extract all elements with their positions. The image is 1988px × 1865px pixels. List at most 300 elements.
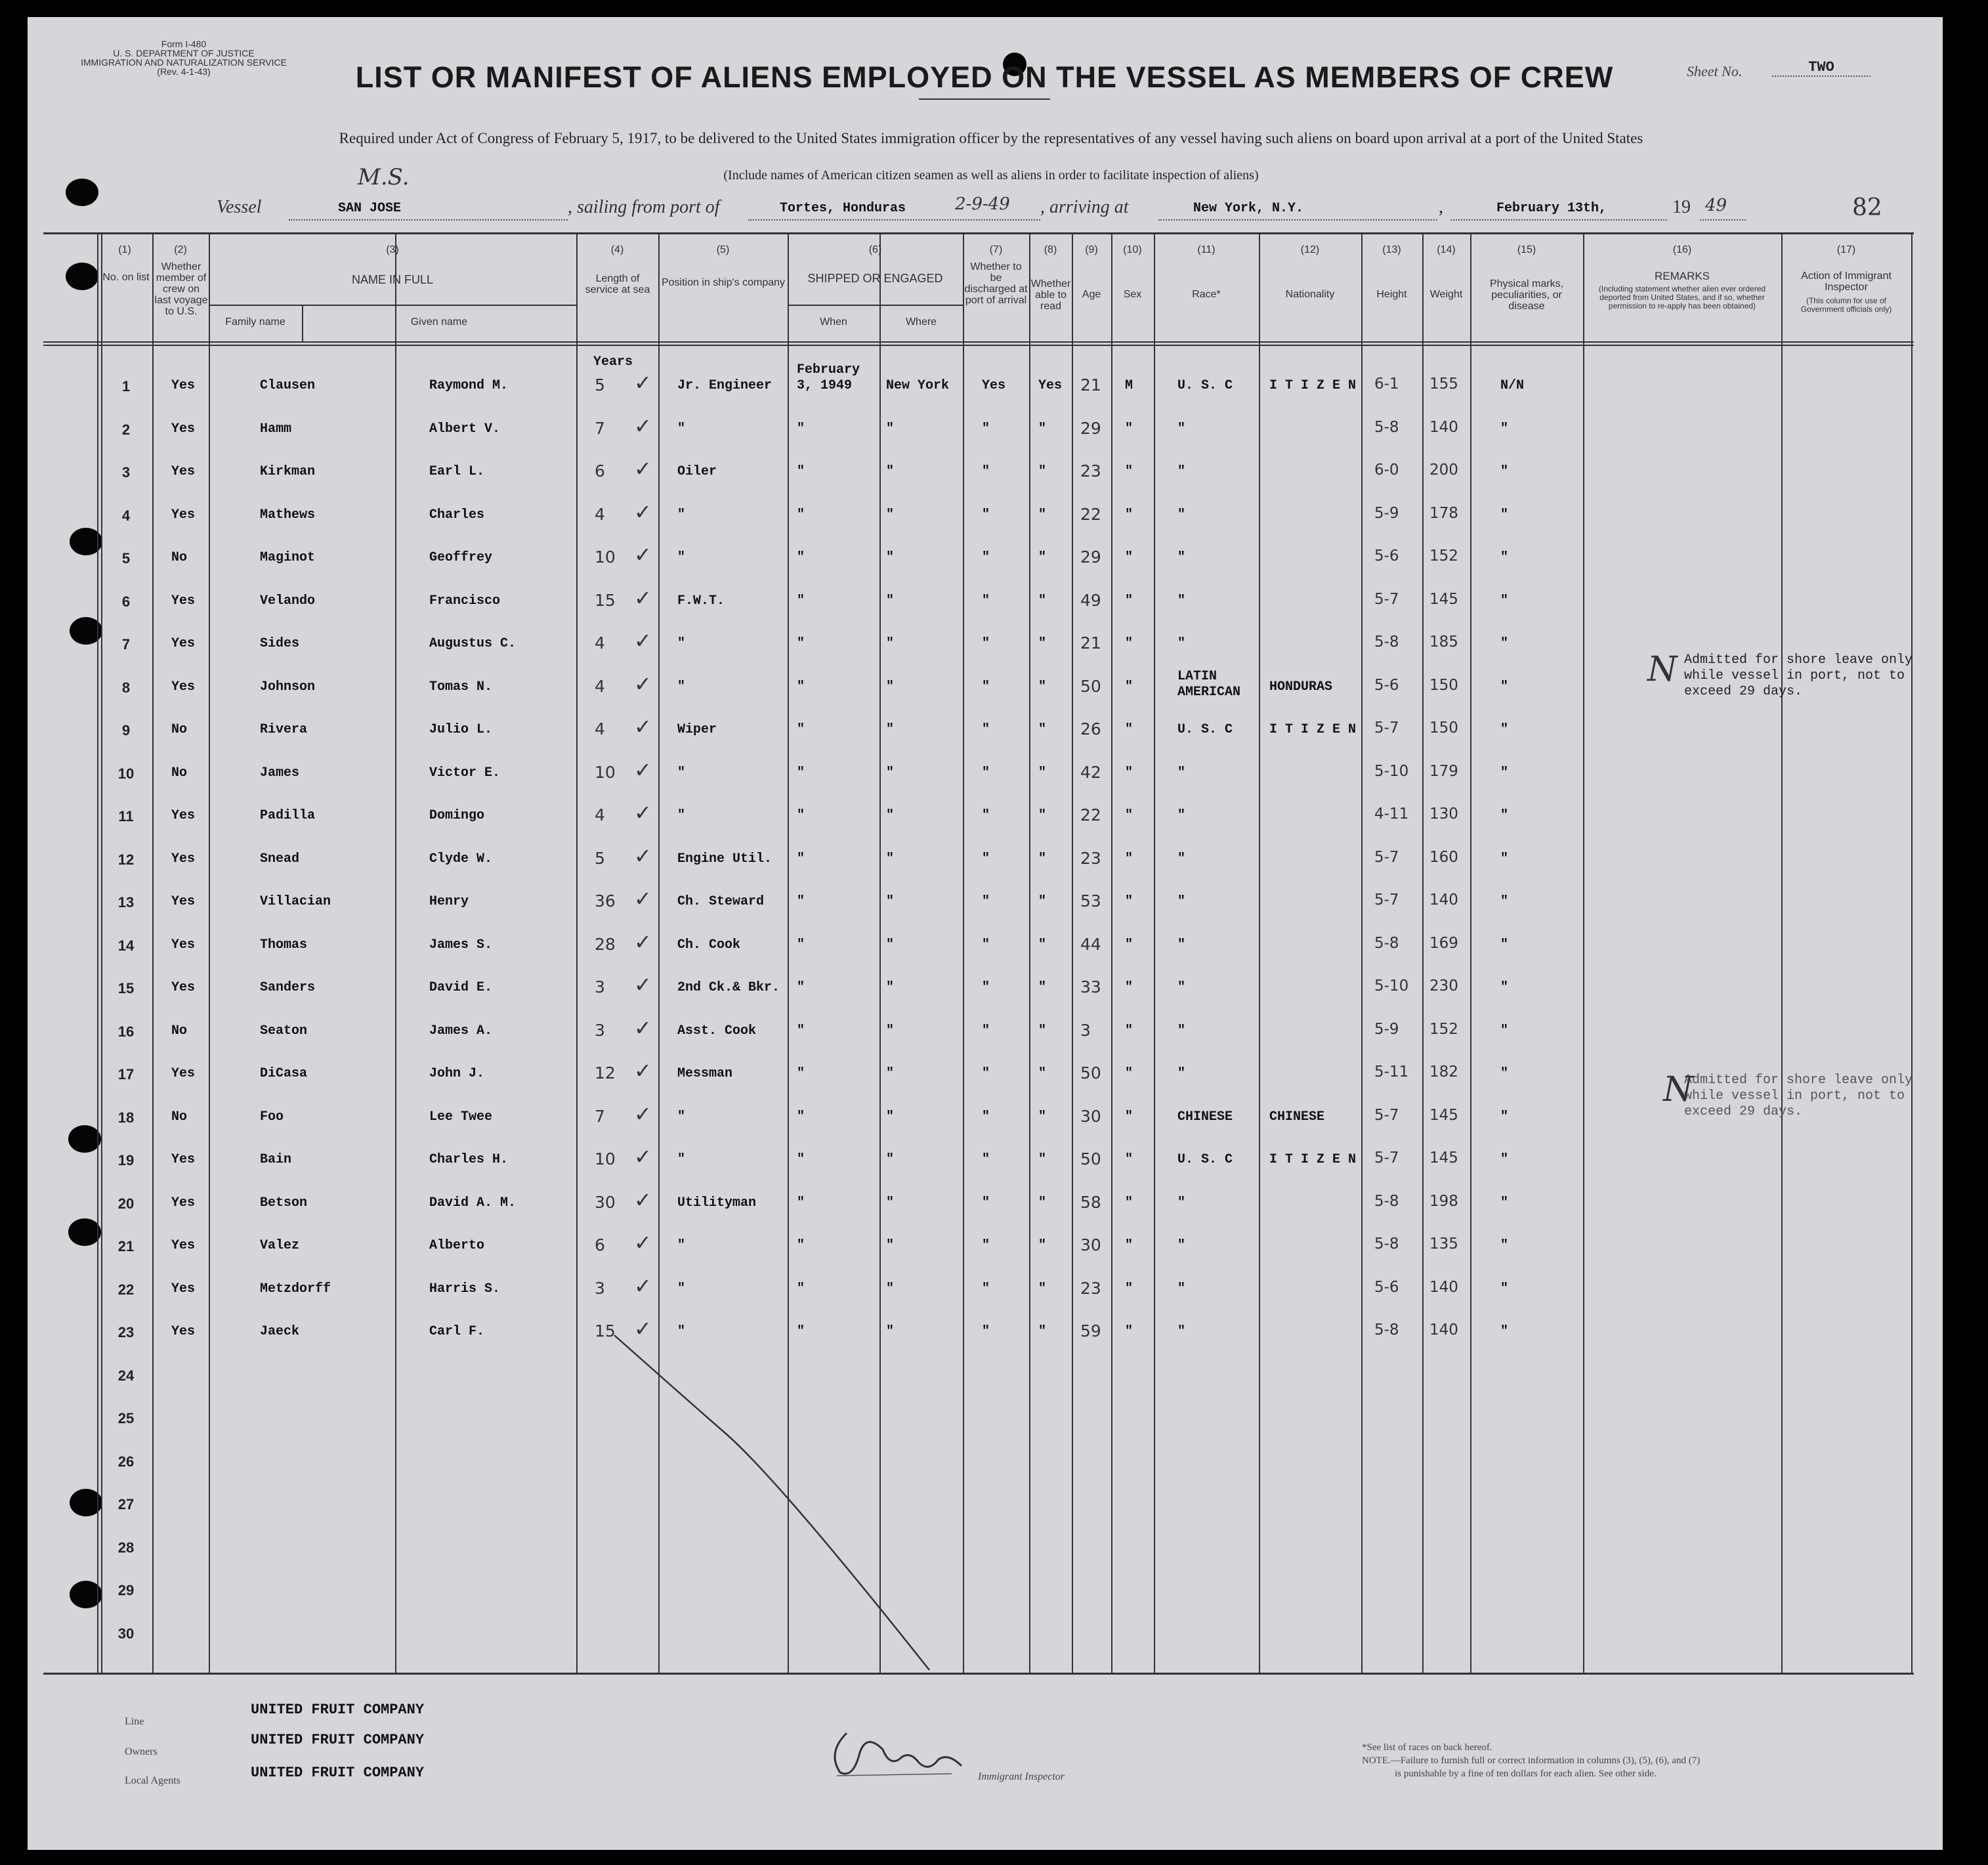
col-num-9: (9) — [1085, 244, 1098, 255]
read-cell: " — [1038, 808, 1047, 823]
given-name-cell: Raymond M. — [429, 378, 509, 393]
age-cell: 21 — [1080, 375, 1101, 395]
member-cell: Yes — [171, 464, 196, 479]
race-cell: " — [1177, 507, 1186, 523]
read-cell: " — [1038, 1109, 1047, 1125]
race-cell: " — [1177, 421, 1186, 437]
where-cell: " — [886, 1152, 895, 1167]
family-name-cell: Snead — [260, 851, 300, 867]
race-cell: " — [1177, 1066, 1186, 1081]
row-number: 7 — [121, 636, 131, 653]
service-years-cell: 5 — [595, 848, 605, 868]
height-cell: 5-8 — [1374, 633, 1399, 651]
position-cell: " — [677, 550, 686, 565]
read-cell: " — [1038, 421, 1047, 437]
service-years-cell: 3 — [595, 977, 605, 997]
marks-cell: " — [1500, 1195, 1509, 1211]
page-title: LIST OR MANIFEST OF ALIENS EMPLOYED ON THE VESSEL AS MEMBERS OF CREW — [355, 60, 1614, 94]
where-cell: " — [886, 722, 895, 737]
marks-cell: " — [1500, 1281, 1509, 1297]
row-number: 9 — [121, 722, 131, 739]
sex-cell: " — [1125, 1023, 1133, 1039]
weight-cell: 140 — [1429, 1278, 1458, 1296]
check-mark-icon: ✓ — [634, 714, 652, 739]
col-num-14: (14) — [1437, 244, 1456, 255]
weight-cell: 179 — [1429, 762, 1458, 780]
member-cell: Yes — [171, 593, 196, 609]
position-cell: 2nd Ck.& Bkr. — [677, 980, 780, 995]
read-cell: " — [1038, 722, 1047, 737]
family-name-cell: Jaeck — [260, 1324, 300, 1339]
position-cell: Asst. Cook — [677, 1023, 757, 1039]
manifest-table — [43, 232, 1914, 1675]
check-mark-icon: ✓ — [634, 370, 652, 395]
position-cell: " — [677, 421, 686, 437]
service-years-cell: 3 — [595, 1020, 605, 1040]
sex-cell: " — [1125, 1195, 1133, 1211]
race-cell: LATIN AMERICAN — [1177, 668, 1241, 700]
discharged-cell: Yes — [982, 378, 1006, 393]
initials-mark: N — [1647, 650, 1678, 689]
member-cell: No — [171, 722, 188, 737]
read-cell: " — [1038, 1066, 1047, 1081]
row-number: 14 — [117, 937, 135, 954]
service-years-cell: 15 — [595, 1321, 616, 1340]
row-number: 4 — [121, 507, 131, 524]
discharged-cell: " — [982, 636, 990, 651]
member-cell: Yes — [171, 1195, 196, 1211]
check-mark-icon: ✓ — [634, 499, 652, 525]
when-cell: " — [797, 937, 805, 953]
when-cell: " — [797, 1109, 805, 1125]
row-number: 19 — [117, 1152, 135, 1168]
col-head-where: Where — [905, 316, 937, 328]
col-num-8: (8) — [1044, 244, 1057, 255]
position-cell: " — [677, 1152, 686, 1167]
sex-cell: M — [1125, 378, 1133, 393]
marks-cell: " — [1500, 1324, 1509, 1339]
where-cell: " — [886, 1195, 895, 1211]
row-number: 26 — [117, 1453, 135, 1470]
marks-cell: " — [1500, 808, 1509, 823]
where-cell: " — [886, 464, 895, 479]
member-cell: Yes — [171, 894, 196, 909]
discharged-cell: " — [982, 593, 990, 609]
height-cell: 5-8 — [1374, 1321, 1399, 1339]
when-cell: " — [797, 1324, 805, 1339]
position-cell: " — [677, 765, 686, 781]
height-cell: 5-9 — [1374, 504, 1399, 522]
col-head-marks: Physical marks, peculiarities, or disease — [1489, 278, 1564, 312]
marks-cell: " — [1500, 937, 1509, 953]
weight-cell: 178 — [1429, 504, 1458, 522]
row-number: 13 — [117, 894, 135, 911]
height-cell: 5-10 — [1374, 762, 1409, 780]
weight-cell: 230 — [1429, 977, 1458, 995]
when-cell: " — [797, 808, 805, 823]
weight-cell: 155 — [1429, 375, 1458, 393]
weight-cell: 185 — [1429, 633, 1458, 651]
age-cell: 33 — [1080, 977, 1101, 997]
check-mark-icon: ✓ — [634, 628, 652, 653]
arriving-port: New York, N.Y. — [1193, 201, 1304, 216]
col-head-remarks: REMARKS — [1654, 270, 1710, 282]
check-mark-icon: ✓ — [634, 1187, 652, 1212]
col-num-1: (1) — [118, 244, 131, 255]
discharged-cell: " — [982, 507, 990, 523]
nationality-cell: I T I Z E N — [1269, 1152, 1357, 1167]
race-cell: " — [1177, 765, 1186, 781]
where-cell: " — [886, 765, 895, 781]
weight-cell: 200 — [1429, 461, 1458, 479]
where-cell: " — [886, 593, 895, 609]
weight-cell: 135 — [1429, 1235, 1458, 1253]
discharged-cell: " — [982, 894, 990, 909]
read-cell: " — [1038, 851, 1047, 867]
given-name-cell: Victor E. — [429, 765, 501, 781]
read-cell: " — [1038, 1023, 1047, 1039]
discharged-cell: " — [982, 1152, 990, 1167]
service-years-cell: 4 — [595, 805, 605, 825]
when-cell: " — [797, 1238, 805, 1253]
col-head-member: Whether member of crew on last voyage to U.S. — [154, 261, 208, 317]
weight-cell: 198 — [1429, 1192, 1458, 1210]
family-name-cell: Villacian — [260, 894, 331, 909]
age-cell: 59 — [1080, 1321, 1101, 1340]
family-name-cell: Padilla — [260, 808, 316, 823]
member-cell: No — [171, 1109, 188, 1125]
footer-owners-label: Owners — [125, 1746, 158, 1757]
height-cell: 5-7 — [1374, 590, 1399, 608]
given-name-cell: Tomas N. — [429, 679, 493, 695]
age-cell: 42 — [1080, 762, 1101, 782]
title-divider — [919, 98, 1050, 100]
check-mark-icon: ✓ — [634, 1316, 652, 1341]
row-number: 21 — [117, 1238, 135, 1254]
col-head-discharged: Whether to be discharged at port of arrival — [964, 261, 1028, 306]
weight-cell: 130 — [1429, 805, 1458, 823]
row-number: 16 — [117, 1023, 135, 1040]
given-name-cell: Julio L. — [429, 722, 493, 737]
height-cell: 5-8 — [1374, 934, 1399, 952]
marks-cell: " — [1500, 1152, 1509, 1167]
given-name-cell: Henry — [429, 894, 469, 909]
read-cell: " — [1038, 464, 1047, 479]
requirement-text: Required under Act of Congress of February 5, 1917, to be delivered to the United States immigration officer by the representatives of any vessel having such aliens on board upon arrival at a port of the United States — [339, 130, 1643, 146]
position-cell: " — [677, 1238, 686, 1253]
family-name-cell: Metzdorff — [260, 1281, 331, 1297]
when-cell: " — [797, 722, 805, 737]
read-cell: " — [1038, 894, 1047, 909]
service-years-cell: 4 — [595, 676, 605, 696]
position-cell: " — [677, 1324, 686, 1339]
when-cell: " — [797, 1066, 805, 1081]
sailing-port-line — [748, 219, 1040, 221]
weight-cell: 140 — [1429, 891, 1458, 909]
race-cell: " — [1177, 937, 1186, 953]
discharged-cell: " — [982, 980, 990, 995]
race-cell: " — [1177, 1324, 1186, 1339]
member-cell: Yes — [171, 980, 196, 995]
sex-cell: " — [1125, 1109, 1133, 1125]
arriving-label: , arriving at — [1040, 197, 1129, 217]
position-cell: Jr. Engineer — [677, 378, 772, 393]
marks-cell: " — [1500, 894, 1509, 909]
marks-cell: " — [1500, 593, 1509, 609]
year-prefix: 19 — [1672, 197, 1691, 217]
when-cell: " — [797, 1195, 805, 1211]
where-cell: " — [886, 851, 895, 867]
footer-agents-label: Local Agents — [125, 1775, 180, 1786]
years-label: Years — [593, 354, 633, 370]
service-years-cell: 4 — [595, 504, 605, 524]
position-cell: " — [677, 1109, 686, 1125]
given-name-cell: Harris S. — [429, 1281, 501, 1297]
sex-cell: " — [1125, 421, 1133, 437]
nationality-cell: HONDURAS — [1269, 679, 1333, 695]
col-head-shipped: SHIPPED OR ENGAGED — [807, 272, 943, 285]
row-number: 17 — [117, 1066, 135, 1083]
marks-cell: " — [1500, 464, 1509, 479]
where-cell: " — [886, 421, 895, 437]
family-name-cell: Sanders — [260, 980, 316, 995]
check-mark-icon: ✓ — [634, 1230, 652, 1255]
discharged-cell: " — [982, 1023, 990, 1039]
service-years-cell: 6 — [595, 1235, 605, 1254]
col-num-13: (13) — [1382, 244, 1401, 255]
sailing-label: , sailing from port of — [568, 197, 720, 217]
requirement-note: (Include names of American citizen seamen as well as aliens in order to facilitate inspection of aliens) — [723, 168, 1259, 182]
race-cell: " — [1177, 894, 1186, 909]
age-cell: 22 — [1080, 805, 1101, 825]
col-head-name: NAME IN FULL — [351, 273, 434, 286]
height-cell: 4-11 — [1374, 805, 1409, 823]
col-num-3: (3) — [386, 244, 399, 255]
service-years-cell: 7 — [595, 418, 605, 438]
height-cell: 6-0 — [1374, 461, 1399, 479]
position-cell: Ch. Cook — [677, 937, 741, 953]
discharged-cell: " — [982, 722, 990, 737]
given-name-cell: James A. — [429, 1023, 493, 1039]
race-cell: " — [1177, 464, 1186, 479]
col-head-action: Action of Immigrant Inspector — [1801, 270, 1892, 293]
form-number: Form I-480 — [161, 39, 207, 49]
when-cell: " — [797, 679, 805, 695]
sex-cell: " — [1125, 1324, 1133, 1339]
binder-hole — [66, 179, 98, 206]
position-cell: Ch. Steward — [677, 894, 765, 909]
height-cell: 5-7 — [1374, 848, 1399, 866]
sex-cell: " — [1125, 808, 1133, 823]
col-num-5: (5) — [716, 244, 730, 255]
where-cell: " — [886, 636, 895, 651]
service-years-cell: 10 — [595, 547, 616, 567]
service-years-cell: 15 — [595, 590, 616, 610]
where-cell: " — [886, 1109, 895, 1125]
position-cell: Utilityman — [677, 1195, 757, 1211]
position-cell: " — [677, 808, 686, 823]
age-cell: 26 — [1080, 719, 1101, 739]
race-cell: CHINESE — [1177, 1109, 1233, 1125]
family-name-cell: Sides — [260, 636, 300, 651]
member-cell: Yes — [171, 679, 196, 695]
remark-line: exceed 29 days. — [1684, 1104, 1803, 1119]
arriving-port-line — [1158, 219, 1437, 221]
given-name-cell: Francisco — [429, 593, 501, 609]
when-cell: " — [797, 851, 805, 867]
where-cell: " — [886, 679, 895, 695]
col-head-height: Height — [1376, 289, 1407, 300]
where-cell: " — [886, 894, 895, 909]
read-cell: " — [1038, 1152, 1047, 1167]
family-name-cell: Maginot — [260, 550, 316, 565]
discharged-cell: " — [982, 550, 990, 565]
row-number: 8 — [121, 679, 131, 696]
remark-line: while vessel in port, not to — [1684, 1088, 1905, 1104]
remark-line: Admitted for shore leave only — [1684, 653, 1913, 668]
row-number: 5 — [121, 550, 131, 567]
col-head-age: Age — [1082, 289, 1101, 300]
given-name-cell: John J. — [429, 1066, 485, 1081]
row-number: 15 — [117, 980, 135, 997]
age-cell: 30 — [1080, 1235, 1101, 1254]
member-cell: Yes — [171, 808, 196, 823]
height-cell: 5-8 — [1374, 1235, 1399, 1253]
when-cell: " — [797, 636, 805, 651]
height-cell: 6-1 — [1374, 375, 1399, 393]
row-number: 2 — [121, 421, 131, 438]
family-name-cell: Hamm — [260, 421, 292, 437]
vessel-label: Vessel — [217, 197, 262, 217]
where-cell: " — [886, 1066, 895, 1081]
discharged-cell: " — [982, 464, 990, 479]
family-name-cell: Rivera — [260, 722, 308, 737]
given-name-cell: Domingo — [429, 808, 485, 823]
member-cell: Yes — [171, 1152, 196, 1167]
footer-line-value: UNITED FRUIT COMPANY — [251, 1702, 425, 1718]
discharged-cell: " — [982, 851, 990, 867]
member-cell: No — [171, 550, 188, 565]
weight-cell: 150 — [1429, 676, 1458, 694]
discharged-cell: " — [982, 1324, 990, 1339]
family-name-cell: Mathews — [260, 507, 316, 523]
when-cell: " — [797, 1281, 805, 1297]
when-cell: " — [797, 550, 805, 565]
row-number: 25 — [117, 1410, 135, 1426]
check-mark-icon: ✓ — [634, 1273, 652, 1298]
row-number: 24 — [117, 1367, 135, 1384]
height-cell: 5-7 — [1374, 1149, 1399, 1167]
marks-cell: " — [1500, 765, 1509, 781]
age-cell: 44 — [1080, 934, 1101, 954]
read-cell: " — [1038, 1281, 1047, 1297]
family-name-cell: Kirkman — [260, 464, 316, 479]
service-years-cell: 5 — [595, 375, 605, 395]
family-name-cell: Clausen — [260, 378, 316, 393]
inspector-label: Immigrant Inspector — [978, 1771, 1065, 1782]
row-number: 23 — [117, 1324, 135, 1340]
height-cell: 5-10 — [1374, 977, 1409, 995]
sex-cell: " — [1125, 507, 1133, 523]
col-num-6: (6) — [868, 244, 882, 255]
col-head-action-sub: (This column for use of Government officials only) — [1800, 296, 1892, 314]
col-num-15: (15) — [1517, 244, 1536, 255]
position-cell: " — [677, 1281, 686, 1297]
nationality-cell: I T I Z E N — [1269, 378, 1357, 393]
sex-cell: " — [1125, 937, 1133, 953]
check-mark-icon: ✓ — [634, 800, 652, 825]
given-name-cell: David A. M. — [429, 1195, 517, 1211]
col-num-11: (11) — [1197, 244, 1216, 255]
discharged-cell: " — [982, 765, 990, 781]
discharged-cell: " — [982, 808, 990, 823]
footer-note-fine: NOTE.—Failure to furnish full or correct information in columns (3), (5), (6), and (7) — [1362, 1755, 1701, 1766]
check-mark-icon: ✓ — [634, 413, 652, 439]
race-cell: " — [1177, 980, 1186, 995]
form-dept: U. S. DEPARTMENT OF JUSTICE — [113, 48, 255, 58]
footer-agents-value: UNITED FRUIT COMPANY — [251, 1765, 425, 1781]
given-name-cell: Clyde W. — [429, 851, 493, 867]
nationality-cell: CHINESE — [1269, 1109, 1325, 1125]
when-cell: " — [797, 765, 805, 781]
given-name-cell: Carl F. — [429, 1324, 485, 1339]
read-cell: " — [1038, 679, 1047, 695]
position-cell: " — [677, 679, 686, 695]
read-cell: " — [1038, 1324, 1047, 1339]
race-cell: " — [1177, 636, 1186, 651]
marks-cell: " — [1500, 421, 1509, 437]
member-cell: Yes — [171, 1066, 196, 1081]
when-cell: " — [797, 464, 805, 479]
family-name-cell: Thomas — [260, 937, 308, 953]
sex-cell: " — [1125, 1152, 1133, 1167]
given-name-cell: Augustus C. — [429, 636, 517, 651]
height-cell: 5-9 — [1374, 1020, 1399, 1038]
check-mark-icon: ✓ — [634, 929, 652, 954]
race-cell: " — [1177, 1281, 1186, 1297]
check-mark-icon: ✓ — [634, 1058, 652, 1083]
read-cell: " — [1038, 550, 1047, 565]
age-cell: 49 — [1080, 590, 1101, 610]
height-cell: 5-8 — [1374, 418, 1399, 436]
nationality-cell: I T I Z E N — [1269, 722, 1357, 737]
col-head-remarks-sub: (Including statement whether alien ever ordered deported from United States, and if so, whether permission to re-apply has been obtained) — [1598, 284, 1766, 311]
check-mark-icon: ✓ — [634, 886, 652, 911]
given-name-cell: Charles H. — [429, 1152, 509, 1167]
member-cell: Yes — [171, 636, 196, 651]
service-years-cell: 28 — [595, 934, 616, 954]
sex-cell: " — [1125, 765, 1133, 781]
weight-cell: 160 — [1429, 848, 1458, 866]
discharged-cell: " — [982, 1066, 990, 1081]
service-years-cell: 30 — [595, 1192, 616, 1212]
race-cell: " — [1177, 1238, 1186, 1253]
member-cell: No — [171, 765, 188, 781]
marks-cell: " — [1500, 1109, 1509, 1125]
service-years-cell: 3 — [595, 1278, 605, 1298]
marks-cell: " — [1500, 636, 1509, 651]
vessel-name: SAN JOSE — [338, 201, 402, 216]
vessel-name-line — [289, 219, 568, 221]
arrival-date: February 13th, — [1496, 201, 1607, 216]
when-cell: " — [797, 507, 805, 523]
race-cell: U. S. C — [1177, 722, 1233, 737]
service-years-cell: 4 — [595, 719, 605, 739]
age-cell: 23 — [1080, 461, 1101, 481]
when-cell: " — [797, 980, 805, 995]
service-years-cell: 10 — [595, 1149, 616, 1168]
sex-cell: " — [1125, 1238, 1133, 1253]
